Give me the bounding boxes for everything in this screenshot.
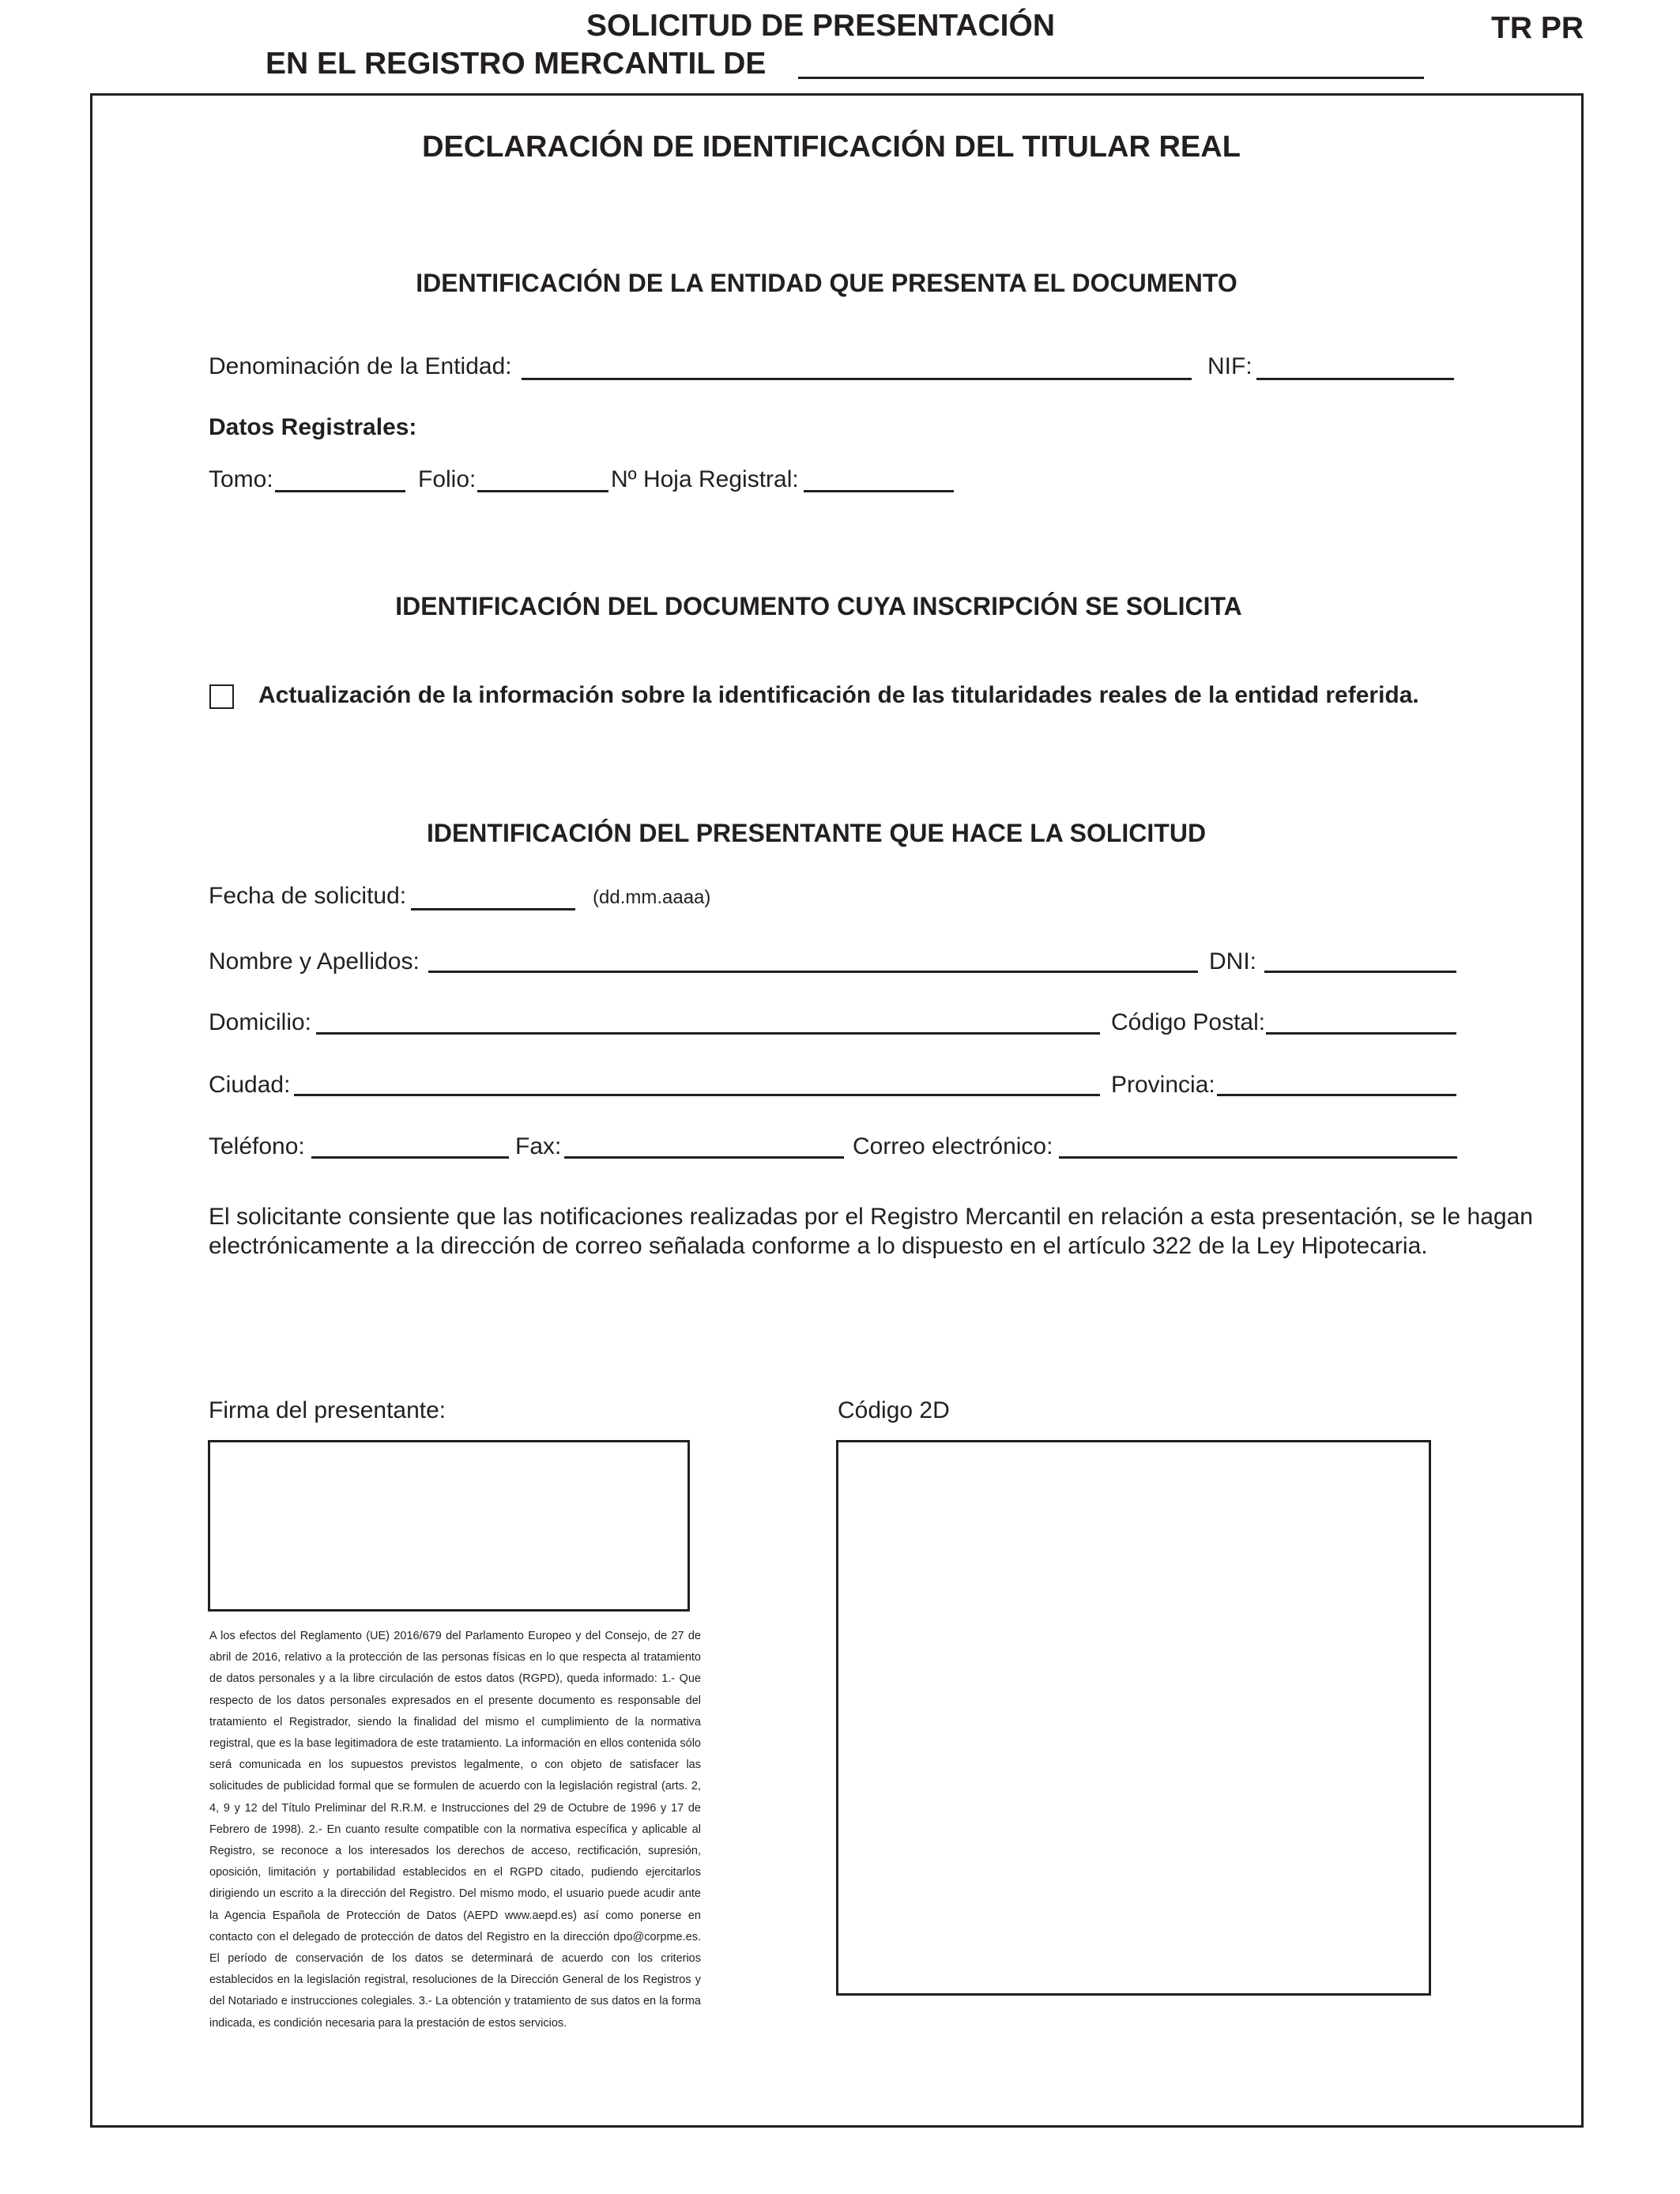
nombre-label: Nombre y Apellidos: (209, 948, 420, 974)
fax-field[interactable] (564, 1156, 844, 1159)
actualizacion-checkbox-label: Actualización de la información sobre la identificación de las titularidades reales de la entidad referida. (258, 682, 1419, 708)
registro-field-line[interactable] (798, 77, 1424, 79)
header-registro: EN EL REGISTRO MERCANTIL DE (266, 47, 767, 81)
document-section-heading: IDENTIFICACIÓN DEL DOCUMENTO CUYA INSCRIPCIÓN SE SOLICITA (395, 592, 1242, 620)
firma-box[interactable] (208, 1440, 690, 1612)
correo-field[interactable] (1059, 1156, 1457, 1159)
correo-label: Correo electrónico: (853, 1133, 1053, 1159)
hoja-registral-label: Nº Hoja Registral: (611, 466, 799, 492)
consent-text-line1: El solicitante consiente que las notificaciones realizadas por el Registro Mercantil en relación a esta presentación, se le hagan (209, 1204, 1533, 1230)
firma-label: Firma del presentante: (209, 1397, 446, 1423)
fax-label: Fax: (515, 1133, 562, 1159)
fecha-label: Fecha de solicitud: (209, 883, 407, 909)
fecha-format-hint: (dd.mm.aaaa) (593, 887, 711, 908)
header-title: SOLICITUD DE PRESENTACIÓN (586, 9, 1055, 43)
ciudad-field[interactable] (294, 1094, 1100, 1096)
folio-field[interactable] (477, 490, 608, 492)
tomo-label: Tomo: (209, 466, 273, 492)
provincia-field[interactable] (1217, 1094, 1456, 1096)
telefono-field[interactable] (311, 1156, 509, 1159)
hoja-registral-field[interactable] (804, 490, 954, 492)
codigo-2d-label: Código 2D (838, 1397, 950, 1423)
dni-field[interactable] (1264, 971, 1456, 973)
telefono-label: Teléfono: (209, 1133, 305, 1159)
nif-label: NIF: (1207, 353, 1252, 379)
entity-section-heading: IDENTIFICACIÓN DE LA ENTIDAD QUE PRESENTA EL DOCUMENTO (416, 269, 1237, 297)
dni-label: DNI: (1209, 948, 1256, 974)
datos-registrales-label: Datos Registrales: (209, 414, 417, 440)
ciudad-label: Ciudad: (209, 1072, 291, 1098)
nif-field[interactable] (1256, 378, 1454, 380)
codigo-postal-field[interactable] (1266, 1032, 1456, 1035)
provincia-label: Provincia: (1111, 1072, 1215, 1098)
fecha-field[interactable] (411, 908, 575, 910)
form-title: DECLARACIÓN DE IDENTIFICACIÓN DEL TITULAR REAL (422, 130, 1241, 164)
consent-text-line2: electrónicamente a la dirección de correo señalada conforme a lo dispuesto en el artículo 322 de la Ley Hipotecaria. (209, 1233, 1428, 1259)
denominacion-field[interactable] (522, 378, 1192, 380)
codigo-postal-label: Código Postal: (1111, 1009, 1266, 1035)
presenter-section-heading: IDENTIFICACIÓN DEL PRESENTANTE QUE HACE LA SOLICITUD (426, 819, 1207, 847)
tomo-field[interactable] (275, 490, 405, 492)
privacy-legal-text: A los efectos del Reglamento (UE) 2016/679 del Parlamento Europeo y del Consejo, de 27 de abril de 2016, relativo a la protección de las personas físicas en lo que respecta al tratamiento de datos personales y a la libre circulación de estos datos (RGPD), queda informado: 1.- Que respecto de los datos personales expresados en el presente documento es responsable del tratamiento el Registrador, siendo la finalidad del mismo el cumplimiento de la normativa registral, que es la base legitimadora de este tratamiento. La información en ellos contenida sólo será comunicada en los supuestos previstos legalmente, o con objeto de satisfacer las solicitudes de publicidad formal que se formulen de acuerdo con la legislación registral (arts. 2, 4, 9 y 12 del Título Preliminar del R.R.M. e Instrucciones del 29 de Octubre de 1996 y 17 de Febrero de 1998). 2.- En cuanto resulte compatible con la normativa específica y aplicable al Registro, se reconoce a los interesados los derechos de acceso, rectificación, supresión, oposición, limitación y portabilidad establecidos en el RGPD citado, pudiendo ejercitarlos dirigiendo un escrito a la dirección del Registro. Del mismo modo, el usuario puede acudir ante la Agencia Española de Protección de Datos (AEPD www.aepd.es) así como ponerse en contacto con el delegado de protección de datos del Registro en la dirección dpo@corpme.es. El período de conservación de los datos se determinará de acuerdo con los criterios establecidos en la legislación registral, resoluciones de la Dirección General de los Registros y del Notariado e instrucciones colegiales. 3.- La obtención y tratamiento de sus datos en la forma indicada, es condición necesaria para la prestación de estos servicios. (209, 1630, 701, 2030)
codigo-2d-box (836, 1440, 1431, 1996)
domicilio-label: Domicilio: (209, 1009, 312, 1035)
actualizacion-checkbox[interactable] (209, 684, 234, 709)
domicilio-field[interactable] (316, 1032, 1100, 1035)
nombre-field[interactable] (428, 971, 1198, 973)
denominacion-label: Denominación de la Entidad: (209, 353, 512, 379)
folio-label: Folio: (418, 466, 477, 492)
form-code: TR PR (1491, 11, 1584, 45)
